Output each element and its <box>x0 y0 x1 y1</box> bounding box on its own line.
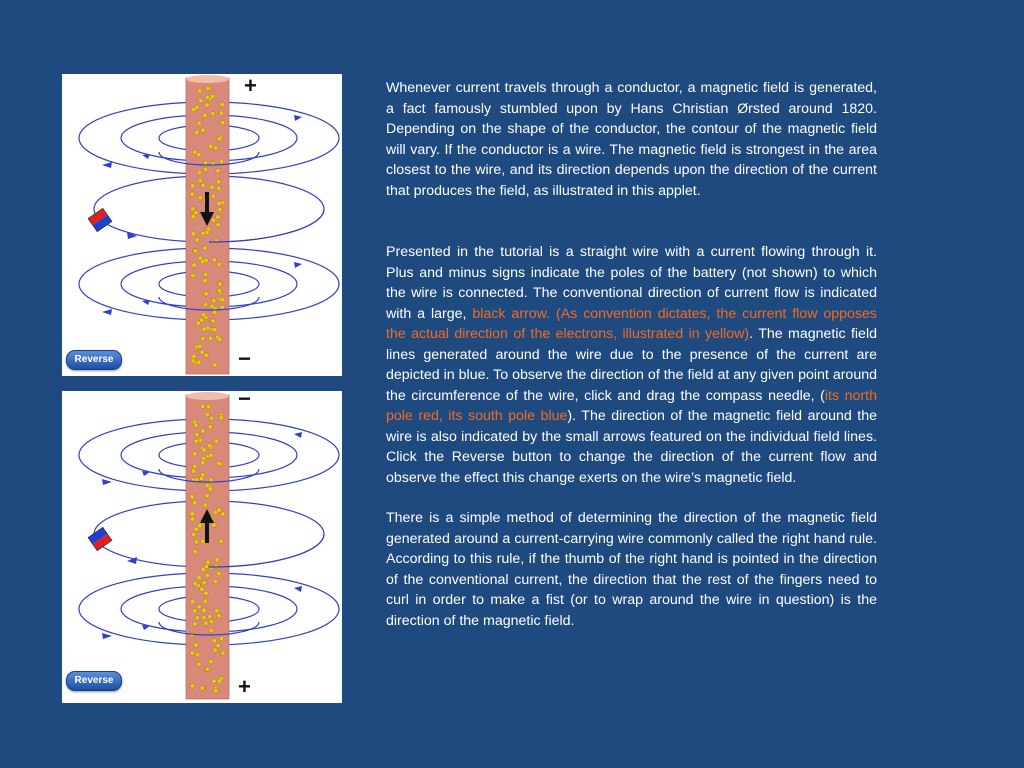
compass-needle[interactable] <box>88 208 112 231</box>
paragraph-right-hand-rule: There is a simple method of determining the direction of the magnetic field generated around a current-carrying wire commonly called the right hand rule. According to this rule, if the thumb of the right hand is pointed in the direction of the conventional current, the direction that the rest of the fingers need to curl in order to make a fist (or to wrap around the wire in question) is the direction of the magnetic field. <box>386 510 877 629</box>
electron-dot <box>219 416 224 421</box>
applet-bottom-canvas <box>62 391 342 703</box>
electron-dot <box>219 160 224 165</box>
electron-dot <box>205 573 210 578</box>
electron-dot <box>192 464 197 469</box>
electron-dot <box>197 88 202 93</box>
electron-dot <box>191 207 196 212</box>
applet-top-canvas <box>62 74 342 376</box>
electron-dot <box>197 605 202 610</box>
electron-dot <box>197 662 202 667</box>
applet-panel-bottom <box>62 391 342 703</box>
electron-dot <box>192 354 197 359</box>
electron-dot <box>214 689 219 694</box>
electron-dot <box>190 599 195 604</box>
electron-dot <box>194 540 199 545</box>
electron-dot <box>190 684 195 689</box>
electron-dot <box>193 150 198 155</box>
electron-dot <box>212 298 217 303</box>
electron-dot <box>208 614 213 619</box>
electron-dot <box>200 318 205 323</box>
electron-dot <box>191 469 196 474</box>
reverse-button-bottom[interactable]: Reverse <box>66 671 122 691</box>
electron-dot <box>212 679 217 684</box>
compass-needle[interactable] <box>88 527 112 550</box>
electron-dot <box>195 432 200 437</box>
electron-dot <box>204 621 209 626</box>
electron-dot <box>201 128 206 133</box>
electron-dot <box>191 231 196 236</box>
electron-dot <box>210 185 215 190</box>
electron-dot <box>217 679 222 684</box>
field-lines-front <box>159 152 324 310</box>
electron-dot <box>216 643 221 648</box>
electron-dot <box>199 476 204 481</box>
electron-dot <box>193 549 198 554</box>
electron-dot <box>198 438 203 443</box>
electron-dot <box>200 336 205 341</box>
electron-dot <box>215 215 220 220</box>
electron-dot <box>220 298 225 303</box>
electron-dot <box>200 460 205 465</box>
electron-dot <box>203 503 208 508</box>
highlight-compass-poles: its north pole red, its south pole blue <box>386 387 877 424</box>
electron-dot <box>215 558 220 563</box>
electron-dot <box>202 580 207 585</box>
electron-dot <box>203 599 208 604</box>
electron-dot <box>198 178 203 183</box>
electron-dot <box>219 539 224 544</box>
electron-dot <box>209 453 214 458</box>
electron-dot <box>207 443 212 448</box>
electron-dot <box>202 448 207 453</box>
electron-dot <box>198 256 203 261</box>
electron-dot <box>214 439 219 444</box>
electron-dot <box>192 452 197 457</box>
electron-dot <box>197 152 202 157</box>
electron-dot <box>191 359 196 364</box>
electron-dot <box>190 184 195 189</box>
electron-dot <box>211 218 216 223</box>
electron-dot <box>212 310 217 315</box>
electron-dot <box>205 86 210 91</box>
electron-dot <box>198 195 203 200</box>
electron-dot <box>195 130 200 135</box>
electron-dot <box>205 103 210 108</box>
electron-dot <box>197 360 202 365</box>
electron-dot <box>208 144 213 149</box>
electron-dot <box>209 628 214 633</box>
electron-dot <box>192 263 197 268</box>
electron-dot <box>203 167 208 172</box>
electron-dot <box>193 249 198 254</box>
electron-dot <box>213 510 218 515</box>
electron-dot <box>192 532 197 537</box>
electron-dot <box>213 146 218 151</box>
electron-dot <box>219 636 224 641</box>
electron-dot <box>200 350 205 355</box>
electron-dot <box>205 95 210 100</box>
electron-dot <box>218 282 223 287</box>
electron-dot <box>218 207 223 212</box>
electron-dot <box>216 168 221 173</box>
electron-dot <box>191 107 196 112</box>
electron-dot <box>205 667 210 672</box>
electron-dot <box>203 272 208 277</box>
description-text <box>386 78 877 631</box>
electron-dot <box>206 560 211 565</box>
electron-dot <box>194 643 199 648</box>
electron-dot <box>203 246 208 251</box>
electron-dot <box>194 439 199 444</box>
electron-dot <box>216 186 221 191</box>
electron-dot <box>211 111 216 116</box>
electron-dot <box>204 564 209 569</box>
electron-dot <box>205 494 210 499</box>
electron-dot <box>205 483 210 488</box>
electron-dot <box>209 659 214 664</box>
electron-dot <box>217 337 222 342</box>
electron-dot <box>217 137 222 142</box>
electron-dot <box>203 302 208 307</box>
electron-dot <box>194 423 199 428</box>
electron-dot <box>202 608 207 613</box>
electron-dot <box>193 622 198 627</box>
applet-panel-top <box>62 74 342 376</box>
electron-dot <box>205 230 210 235</box>
electron-dot <box>193 581 198 586</box>
electron-dot <box>197 121 202 126</box>
electron-dot <box>211 319 216 324</box>
pole-sign-top: − <box>238 391 251 411</box>
field-lines-front <box>159 469 324 635</box>
electron-dot <box>212 363 217 368</box>
electron-dot <box>212 639 217 644</box>
electron-dot <box>201 313 206 318</box>
electron-dot <box>206 404 211 409</box>
electron-dot <box>199 98 204 103</box>
electron-dot <box>200 587 205 592</box>
electron-dot <box>208 336 213 341</box>
electron-dot <box>213 579 218 584</box>
electron-dot <box>202 615 207 620</box>
electron-dot <box>200 404 205 409</box>
electron-dot <box>197 575 202 580</box>
electron-dot <box>220 102 225 107</box>
electron-dot <box>198 344 203 349</box>
electron-dot <box>202 327 207 332</box>
electron-dot <box>191 214 196 219</box>
electron-dot <box>213 328 218 333</box>
electron-dot <box>216 180 221 185</box>
electron-dot <box>192 501 197 506</box>
electron-dot <box>200 686 205 691</box>
electron-dot <box>217 461 222 466</box>
electron-dot <box>217 288 222 293</box>
electron-dot <box>208 425 213 430</box>
electron-dot <box>212 523 217 528</box>
electron-dot <box>190 517 195 522</box>
electron-dot <box>220 120 225 125</box>
electron-dot <box>203 278 208 283</box>
paragraph-intro: Whenever current travels through a conductor, a magnetic field is generated, a fact famously stumbled upon by Hans Christian Ørsted around 1820. Depending on the shape of the conductor, the contour of the magnetic field will vary. If the conductor is a wire. The magnetic field is strongest in the area closest to the wire, and its direction depends upon the direction of the current that produces the field, as illustrated in this applet. <box>386 80 877 199</box>
electron-dot <box>201 183 206 188</box>
electron-dot <box>209 565 214 570</box>
electron-dot <box>201 539 206 544</box>
electron-dot <box>190 192 195 197</box>
electron-dot <box>201 429 206 434</box>
electron-dot <box>190 494 195 499</box>
electron-dot <box>195 238 200 243</box>
electron-dot <box>215 608 220 613</box>
electron-dot <box>217 201 222 206</box>
electron-dot <box>205 412 210 417</box>
electron-dot <box>197 170 202 175</box>
electron-dot <box>216 223 221 228</box>
pole-sign-bottom: − <box>238 346 251 371</box>
electron-dot <box>212 258 217 263</box>
pole-sign-top: + <box>244 74 257 98</box>
electron-dot <box>190 651 195 656</box>
electron-dot <box>221 512 226 517</box>
paragraph-tutorial: Presented in the tutorial is a straight wire with a current flowing through it. Plus and minus signs indicate the poles of the battery (not shown) to which the wire is connected. The conventional direction of current flow is indicated with a large, black arrow. (As convention dictates, the current flow opposes the actual direction of the electrons, illustrated in yellow). The magnetic field lines generated around the wire due to the presence of the current are depicted in blue. To observe the direction of the field at any given point around the circumference of the wire, click and drag the compass needle, (its north pole red, its south pole blue). The direction of the magnetic field around the wire is also indicated by the small arrows featured on the individual field lines. Click the Reverse button to change the direction of the current flow and observe the effect this change exerts on the wire’s magnetic field. <box>386 244 878 486</box>
electron-dot <box>201 231 206 236</box>
electron-dot <box>192 609 197 614</box>
highlight-black-arrow: black arrow. (As convention dictates, the current flow opposes the actual direction of the electrons, illustrated in yellow) <box>386 305 878 342</box>
electron-dot <box>195 653 200 658</box>
electron-dot <box>197 523 202 528</box>
electron-dot <box>190 512 195 517</box>
electron-dot <box>217 613 222 618</box>
electron-dot <box>191 273 196 278</box>
electron-dot <box>195 616 200 621</box>
reverse-button-top[interactable]: Reverse <box>66 350 122 370</box>
electron-dot <box>213 648 218 653</box>
electron-dot <box>204 353 209 358</box>
electron-dot <box>217 571 222 576</box>
electron-dot <box>211 194 216 199</box>
pole-sign-bottom: + <box>238 674 251 699</box>
electron-dot <box>219 111 224 116</box>
electron-dot <box>221 651 226 656</box>
electron-dot <box>209 619 214 624</box>
electron-dot <box>204 591 209 596</box>
electron-dot <box>203 113 208 118</box>
electron-dot <box>209 416 214 421</box>
electron-dot <box>204 292 209 297</box>
electron-dot <box>210 94 215 99</box>
electron-dot <box>217 262 222 267</box>
